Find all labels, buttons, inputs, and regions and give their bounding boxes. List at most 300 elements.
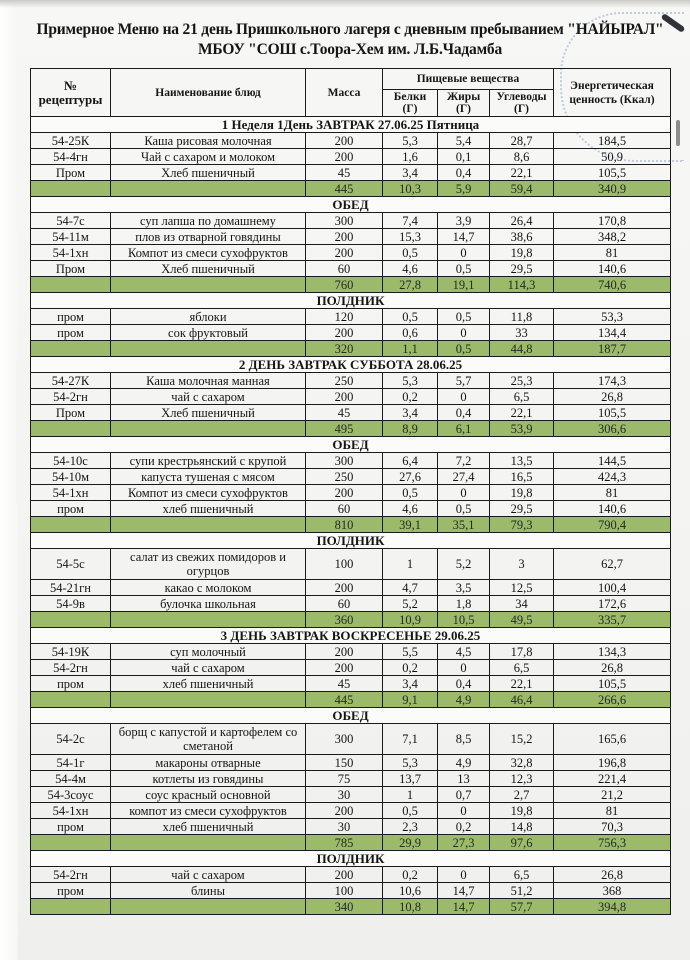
total-mass: 320 [306, 341, 383, 357]
cell-code: 54-2гн [31, 660, 111, 676]
cell-carbs: 3 [490, 549, 554, 580]
cell-carbs: 19,8 [490, 485, 554, 501]
cell-proteins: 0,2 [383, 389, 438, 405]
cell-code: 54-19К [31, 644, 111, 660]
cell-carbs: 26,4 [490, 213, 554, 229]
cell-proteins: 3,4 [383, 165, 438, 181]
cell-kcal: 105,5 [554, 405, 671, 421]
cell-carbs: 19,8 [490, 245, 554, 261]
cell-mass: 200 [306, 389, 383, 405]
table-row [31, 580, 671, 596]
cell-fats: 0 [438, 803, 490, 819]
cell-mass: 60 [306, 501, 383, 517]
cell-fats: 27,4 [438, 469, 490, 485]
cell-carbs: 11,8 [490, 309, 554, 325]
section-header [31, 117, 671, 133]
cell-name: плов из отварной говядины [111, 229, 306, 245]
cell-kcal: 100,4 [554, 580, 671, 596]
total-empty-cell [31, 899, 111, 915]
cell-code: 54-1хн [31, 245, 111, 261]
total-empty-cell [111, 835, 306, 851]
cell-proteins: 5,3 [383, 755, 438, 771]
cell-code: Пром [31, 165, 111, 181]
total-proteins: 8,9 [383, 421, 438, 437]
cell-mass: 200 [306, 149, 383, 165]
cell-name: Компот из смеси сухофруктов [111, 485, 306, 501]
cell-carbs: 14,8 [490, 819, 554, 835]
cell-name: чай с сахаром [111, 660, 306, 676]
cell-name: чай с сахаром [111, 389, 306, 405]
cell-code: 54-2гн [31, 389, 111, 405]
cell-name: Каша рисовая молочная [111, 133, 306, 149]
cell-name: яблоки [111, 309, 306, 325]
table-row [31, 644, 671, 660]
total-empty-cell [111, 341, 306, 357]
cell-code: 54-1хн [31, 485, 111, 501]
total-proteins: 27,8 [383, 277, 438, 293]
cell-kcal: 26,8 [554, 660, 671, 676]
cell-code: 54-1г [31, 755, 111, 771]
section-header [31, 197, 671, 213]
table-row [31, 819, 671, 835]
total-row [31, 341, 671, 357]
cell-code: 54-25К [31, 133, 111, 149]
cell-fats: 0,4 [438, 405, 490, 421]
total-mass: 445 [306, 692, 383, 708]
cell-name: хлеб пшеничный [111, 819, 306, 835]
cell-proteins: 4,6 [383, 501, 438, 517]
total-empty-cell [111, 612, 306, 628]
cell-proteins: 0,6 [383, 325, 438, 341]
cell-mass: 200 [306, 245, 383, 261]
cell-name: Чай с сахаром и молоком [111, 149, 306, 165]
cell-mass: 200 [306, 803, 383, 819]
cell-carbs: 33 [490, 325, 554, 341]
cell-carbs: 6,5 [490, 389, 554, 405]
total-proteins: 10,9 [383, 612, 438, 628]
cell-carbs: 29,5 [490, 501, 554, 517]
cell-mass: 200 [306, 133, 383, 149]
total-empty-cell [31, 612, 111, 628]
total-carbs: 97,6 [490, 835, 554, 851]
cell-name: Хлеб пшеничный [111, 261, 306, 277]
total-fats: 10,5 [438, 612, 490, 628]
cell-name: Хлеб пшеничный [111, 405, 306, 421]
section-title: ОБЕД [31, 437, 671, 453]
header-nutrients: Пищевые вещества [383, 69, 554, 90]
total-row [31, 899, 671, 915]
total-carbs: 46,4 [490, 692, 554, 708]
total-empty-cell [31, 341, 111, 357]
cell-fats: 0,5 [438, 309, 490, 325]
cell-carbs: 12,3 [490, 771, 554, 787]
total-mass: 445 [306, 181, 383, 197]
cell-carbs: 29,5 [490, 261, 554, 277]
cell-proteins: 0,5 [383, 309, 438, 325]
total-mass: 810 [306, 517, 383, 533]
table-row [31, 755, 671, 771]
cell-proteins: 0,5 [383, 485, 438, 501]
cell-fats: 0,7 [438, 787, 490, 803]
cell-carbs: 22,1 [490, 165, 554, 181]
total-fats: 14,7 [438, 899, 490, 915]
cell-code: 54-2с [31, 724, 111, 755]
section-title: ПОЛДНИК [31, 293, 671, 309]
total-empty-cell [111, 277, 306, 293]
cell-mass: 300 [306, 724, 383, 755]
table-row [31, 883, 671, 899]
cell-code: пром [31, 309, 111, 325]
cell-kcal: 140,6 [554, 501, 671, 517]
cell-kcal: 348,2 [554, 229, 671, 245]
cell-carbs: 15,2 [490, 724, 554, 755]
section-title: ОБЕД [31, 708, 671, 724]
cell-name: сок фруктовый [111, 325, 306, 341]
cell-mass: 200 [306, 580, 383, 596]
total-empty-cell [31, 181, 111, 197]
header-carbs: Углеводы (Г) [490, 90, 554, 117]
cell-proteins: 1 [383, 787, 438, 803]
cell-kcal: 50,9 [554, 149, 671, 165]
total-empty-cell [31, 277, 111, 293]
cell-kcal: 70,3 [554, 819, 671, 835]
total-proteins: 39,1 [383, 517, 438, 533]
cell-carbs: 51,2 [490, 883, 554, 899]
table-row [31, 485, 671, 501]
cell-mass: 200 [306, 644, 383, 660]
total-empty-cell [111, 517, 306, 533]
cell-code: 54-10м [31, 469, 111, 485]
section-title: 1 Неделя 1День ЗАВТРАК 27.06.25 Пятница [31, 117, 671, 133]
cell-name: булочка школьная [111, 596, 306, 612]
cell-mass: 60 [306, 261, 383, 277]
total-kcal: 790,4 [554, 517, 671, 533]
table-row [31, 596, 671, 612]
total-fats: 19,1 [438, 277, 490, 293]
total-fats: 5,9 [438, 181, 490, 197]
cell-mass: 150 [306, 755, 383, 771]
total-carbs: 53,9 [490, 421, 554, 437]
table-row [31, 165, 671, 181]
cell-name: борщ с капустой и картофелем со сметаной [111, 724, 306, 755]
section-header [31, 437, 671, 453]
cell-code: 54-1хн [31, 803, 111, 819]
cell-code: 54-2гн [31, 867, 111, 883]
total-fats: 27,3 [438, 835, 490, 851]
cell-mass: 100 [306, 549, 383, 580]
cell-code: 54-9в [31, 596, 111, 612]
cell-proteins: 2,3 [383, 819, 438, 835]
section-header [31, 357, 671, 373]
cell-proteins: 6,4 [383, 453, 438, 469]
cell-mass: 200 [306, 485, 383, 501]
cell-name: супи крестрьянский с крупой [111, 453, 306, 469]
paper-edge [0, 0, 18, 960]
cell-name: хлеб пшеничный [111, 501, 306, 517]
cell-fats: 0 [438, 245, 490, 261]
cell-carbs: 6,5 [490, 660, 554, 676]
cell-code: 54-5с [31, 549, 111, 580]
section-header [31, 628, 671, 644]
cell-fats: 14,7 [438, 229, 490, 245]
total-empty-cell [111, 899, 306, 915]
table-row [31, 803, 671, 819]
cell-fats: 1,8 [438, 596, 490, 612]
total-proteins: 29,9 [383, 835, 438, 851]
header-dish-name: Наименование блюд [111, 69, 306, 117]
total-kcal: 187,7 [554, 341, 671, 357]
section-title: ПОЛДНИК [31, 851, 671, 867]
cell-kcal: 105,5 [554, 165, 671, 181]
cell-proteins: 5,3 [383, 133, 438, 149]
header-mass: Масса [306, 69, 383, 117]
cell-kcal: 170,8 [554, 213, 671, 229]
table-row [31, 453, 671, 469]
total-carbs: 114,3 [490, 277, 554, 293]
total-empty-cell [31, 517, 111, 533]
cell-carbs: 25,3 [490, 373, 554, 389]
section-header [31, 533, 671, 549]
cell-carbs: 22,1 [490, 405, 554, 421]
cell-code: 54-11м [31, 229, 111, 245]
cell-fats: 0,2 [438, 819, 490, 835]
cell-code: Пром [31, 405, 111, 421]
cell-name: компот из смеси сухофруктов [111, 803, 306, 819]
total-proteins: 10,8 [383, 899, 438, 915]
cell-fats: 0 [438, 485, 490, 501]
total-fats: 0,5 [438, 341, 490, 357]
total-mass: 495 [306, 421, 383, 437]
total-row [31, 421, 671, 437]
total-proteins: 9,1 [383, 692, 438, 708]
header-proteins: Белки (Г) [383, 90, 438, 117]
table-row [31, 676, 671, 692]
total-carbs: 44,8 [490, 341, 554, 357]
cell-name: Каша молочная манная [111, 373, 306, 389]
total-empty-cell [31, 692, 111, 708]
cell-kcal: 196,8 [554, 755, 671, 771]
cell-mass: 120 [306, 309, 383, 325]
cell-kcal: 134,4 [554, 325, 671, 341]
total-kcal: 394,8 [554, 899, 671, 915]
cell-code: 54-4м [31, 771, 111, 787]
cell-mass: 60 [306, 596, 383, 612]
table-row [31, 501, 671, 517]
total-mass: 785 [306, 835, 383, 851]
cell-kcal: 221,4 [554, 771, 671, 787]
section-title: 3 ДЕНЬ ЗАВТРАК ВОСКРЕСЕНЬЕ 29.06.25 [31, 628, 671, 644]
table-row [31, 213, 671, 229]
cell-fats: 0 [438, 389, 490, 405]
cell-mass: 200 [306, 867, 383, 883]
cell-code: 54-21гн [31, 580, 111, 596]
cell-proteins: 5,3 [383, 373, 438, 389]
cell-proteins: 0,2 [383, 660, 438, 676]
cell-kcal: 174,3 [554, 373, 671, 389]
section-title: ПОЛДНИК [31, 533, 671, 549]
cell-mass: 200 [306, 660, 383, 676]
total-carbs: 79,3 [490, 517, 554, 533]
cell-fats: 0 [438, 660, 490, 676]
cell-carbs: 22,1 [490, 676, 554, 692]
cell-fats: 5,2 [438, 549, 490, 580]
cell-proteins: 0,5 [383, 803, 438, 819]
cell-code: 54-10с [31, 453, 111, 469]
cell-code: Пром [31, 261, 111, 277]
cell-code: пром [31, 883, 111, 899]
cell-fats: 4,5 [438, 644, 490, 660]
section-header [31, 708, 671, 724]
cell-kcal: 81 [554, 803, 671, 819]
table-row [31, 245, 671, 261]
cell-kcal: 21,2 [554, 787, 671, 803]
cell-mass: 75 [306, 771, 383, 787]
scrollbar[interactable] [676, 120, 680, 146]
cell-carbs: 6,5 [490, 867, 554, 883]
cell-proteins: 1,6 [383, 149, 438, 165]
cell-carbs: 12,5 [490, 580, 554, 596]
cell-proteins: 27,6 [383, 469, 438, 485]
total-fats: 35,1 [438, 517, 490, 533]
cell-kcal: 81 [554, 245, 671, 261]
total-mass: 340 [306, 899, 383, 915]
cell-kcal: 368 [554, 883, 671, 899]
cell-code: 54-27К [31, 373, 111, 389]
cell-kcal: 26,8 [554, 867, 671, 883]
table-row [31, 469, 671, 485]
cell-carbs: 28,7 [490, 133, 554, 149]
cell-kcal: 134,3 [554, 644, 671, 660]
cell-kcal: 184,5 [554, 133, 671, 149]
total-row [31, 835, 671, 851]
total-empty-cell [111, 692, 306, 708]
cell-name: какао с молоком [111, 580, 306, 596]
cell-name: чай с сахаром [111, 867, 306, 883]
cell-mass: 300 [306, 453, 383, 469]
cell-carbs: 2,7 [490, 787, 554, 803]
cell-mass: 45 [306, 165, 383, 181]
cell-mass: 30 [306, 787, 383, 803]
cell-code: 54-3соус [31, 787, 111, 803]
cell-mass: 250 [306, 373, 383, 389]
cell-mass: 250 [306, 469, 383, 485]
header-fats: Жиры (Г) [438, 90, 490, 117]
cell-proteins: 5,5 [383, 644, 438, 660]
total-proteins: 10,3 [383, 181, 438, 197]
cell-proteins: 10,6 [383, 883, 438, 899]
total-kcal: 740,6 [554, 277, 671, 293]
cell-kcal: 81 [554, 485, 671, 501]
section-header [31, 293, 671, 309]
cell-name: Хлеб пшеничный [111, 165, 306, 181]
cell-code: пром [31, 501, 111, 517]
table-row [31, 133, 671, 149]
cell-fats: 0 [438, 867, 490, 883]
cell-code: 54-4гн [31, 149, 111, 165]
cell-proteins: 1 [383, 549, 438, 580]
table-row [31, 149, 671, 165]
total-row [31, 277, 671, 293]
table-row [31, 867, 671, 883]
total-row [31, 692, 671, 708]
cell-kcal: 144,5 [554, 453, 671, 469]
cell-mass: 30 [306, 819, 383, 835]
total-row [31, 517, 671, 533]
cell-mass: 45 [306, 405, 383, 421]
cell-fats: 0,5 [438, 261, 490, 277]
table-row [31, 405, 671, 421]
total-kcal: 340,9 [554, 181, 671, 197]
total-row [31, 181, 671, 197]
cell-proteins: 15,3 [383, 229, 438, 245]
cell-fats: 0 [438, 325, 490, 341]
table-row [31, 724, 671, 755]
total-mass: 360 [306, 612, 383, 628]
cell-fats: 0,1 [438, 149, 490, 165]
cell-name: Компот из смеси сухофруктов [111, 245, 306, 261]
total-kcal: 266,6 [554, 692, 671, 708]
cell-proteins: 5,2 [383, 596, 438, 612]
total-carbs: 59,4 [490, 181, 554, 197]
table-row [31, 771, 671, 787]
cell-proteins: 13,7 [383, 771, 438, 787]
cell-fats: 3,5 [438, 580, 490, 596]
menu-table [30, 68, 671, 915]
cell-mass: 300 [306, 213, 383, 229]
total-mass: 760 [306, 277, 383, 293]
cell-proteins: 0,2 [383, 867, 438, 883]
total-proteins: 1,1 [383, 341, 438, 357]
section-title: 2 ДЕНЬ ЗАВТРАК СУББОТА 28.06.25 [31, 357, 671, 373]
cell-carbs: 17,8 [490, 644, 554, 660]
cell-kcal: 53,3 [554, 309, 671, 325]
cell-carbs: 32,8 [490, 755, 554, 771]
cell-code: пром [31, 676, 111, 692]
table-row [31, 229, 671, 245]
cell-proteins: 3,4 [383, 676, 438, 692]
total-row [31, 612, 671, 628]
cell-fats: 4,9 [438, 755, 490, 771]
table-row [31, 373, 671, 389]
total-carbs: 49,5 [490, 612, 554, 628]
cell-code: пром [31, 819, 111, 835]
table-row [31, 389, 671, 405]
cell-kcal: 105,5 [554, 676, 671, 692]
cell-fats: 0,4 [438, 165, 490, 181]
cell-proteins: 0,5 [383, 245, 438, 261]
title-line-2: МБОУ "СОШ с.Тоора-Хем им. Л.Б.Чадамба [197, 41, 503, 58]
cell-carbs: 16,5 [490, 469, 554, 485]
total-empty-cell [111, 421, 306, 437]
cell-name: блины [111, 883, 306, 899]
cell-name: суп лапша по домашнему [111, 213, 306, 229]
total-fats: 4,9 [438, 692, 490, 708]
title-line-1: Примерное Меню на 21 день Пришкольного лагеря с дневным пребыванием "НАЙЫРАЛ" [36, 21, 664, 38]
cell-code: 54-7с [31, 213, 111, 229]
cell-proteins: 4,6 [383, 261, 438, 277]
cell-fats: 13 [438, 771, 490, 787]
cell-fats: 3,9 [438, 213, 490, 229]
cell-name: суп молочный [111, 644, 306, 660]
cell-kcal: 172,6 [554, 596, 671, 612]
table-row [31, 549, 671, 580]
cell-carbs: 34 [490, 596, 554, 612]
cell-proteins: 7,4 [383, 213, 438, 229]
paper-shadow [0, 0, 690, 8]
cell-fats: 14,7 [438, 883, 490, 899]
cell-mass: 200 [306, 325, 383, 341]
table-row [31, 325, 671, 341]
